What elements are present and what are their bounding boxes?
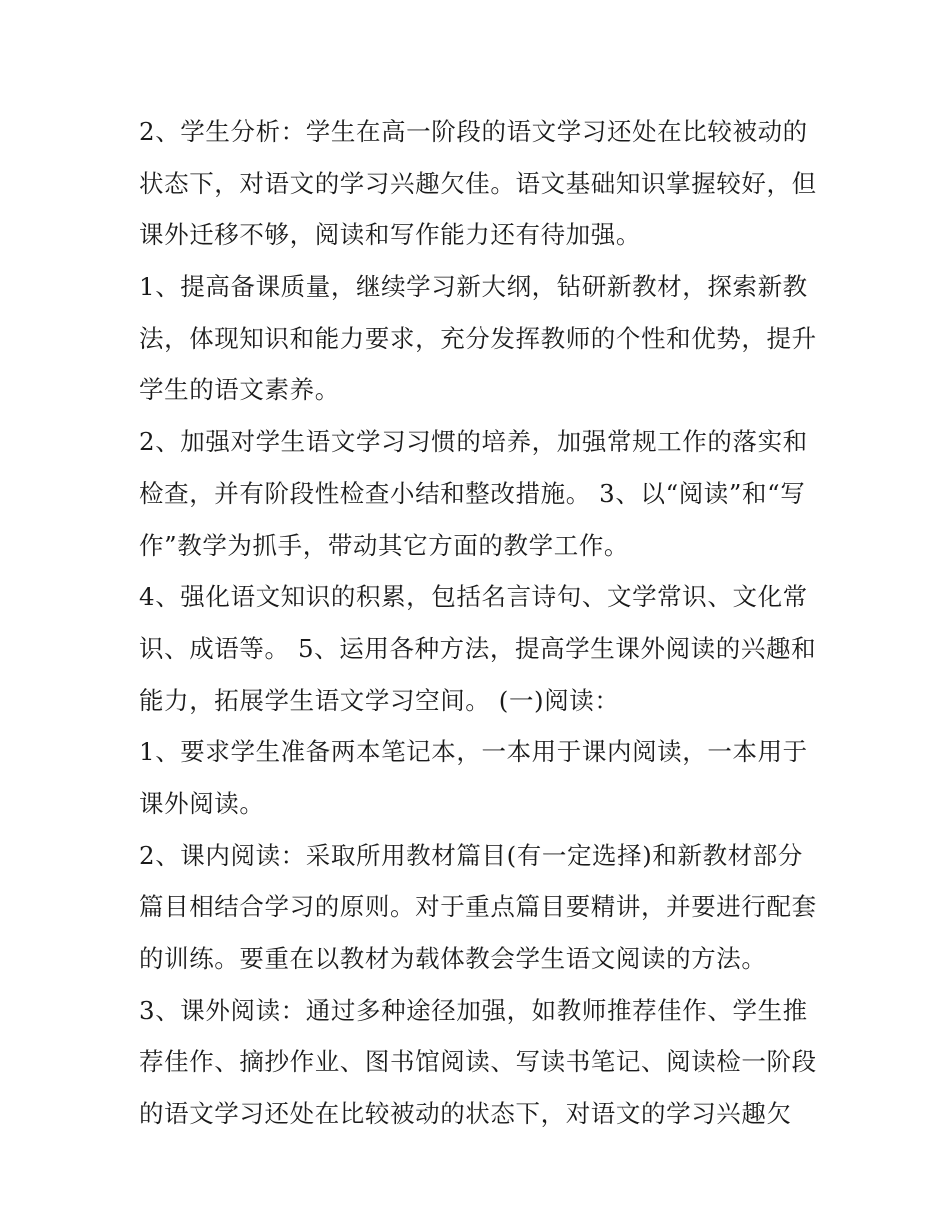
text-line: 荐佳作、摘抄作业、图书馆阅读、写读书笔记、阅读检一阶段 [139,1047,817,1077]
text-line: 1、要求学生准备两本笔记本，一本用于课内阅读，一本用于 [139,737,808,767]
text-line: 2、学生分析：学生在高一阶段的语文学习还处在比较被动的 [139,117,808,146]
text-line: 的训练。要重在以教材为载体教会学生语文阅读的方法。 [139,944,767,973]
text-line: 法，体现知识和能力要求，充分发挥教师的个性和优势，提升 [139,323,817,353]
text-line: 作”教学为抓手，带动其它方面的教学工作。 [139,530,630,560]
text-line: 的语文学习还处在比较被动的状态下，对语文的学习兴趣欠 [139,1099,792,1129]
text-line: 识、成语等。 5、运用各种方法，提高学生课外阅读的兴趣和 [139,633,817,663]
text-line: 课外迁移不够，阅读和写作能力还有待加强。 [139,220,641,250]
text-line: 学生的语文素养。 [139,375,340,405]
text-line: 3、课外阅读：通过多种途径加强，如教师推荐佳作、学生推 [139,995,808,1025]
text-line: 4、强化语文知识的积累，包括名言诗句、文学常识、文化常 [139,582,808,612]
text-line: 检查，并有阶段性检查小结和整改措施。 3、以“阅读”和“写 [139,478,806,508]
text-line: 2、课内阅读：采取所用教材篇目(有一定选择)和新教材部分 [139,840,804,870]
text-line: 课外阅读。 [139,788,265,818]
text-line: 篇目相结合学习的原则。对于重点篇目要精讲，并要进行配套 [139,892,817,922]
text-line: 1、提高备课质量，继续学习新大纲，钻研新教材，探索新教 [139,272,808,302]
text-line: 能力，拓展学生语文学习空间。 (一)阅读： [139,685,620,715]
document-body [139,106,819,1140]
text-line: 2、加强对学生语文学习习惯的培养，加强常规工作的落实和 [139,427,808,457]
text-line: 状态下，对语文的学习兴趣欠佳。语文基础知识掌握较好，但 [139,168,817,198]
